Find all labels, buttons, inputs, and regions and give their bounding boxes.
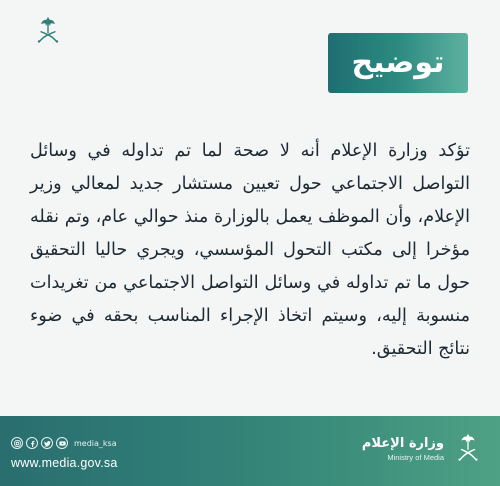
title-badge — [328, 33, 468, 93]
twitter-icon[interactable] — [41, 437, 53, 449]
social-handle[interactable]: media_ksa — [74, 438, 117, 448]
instagram-icon[interactable] — [11, 437, 23, 449]
saudi-emblem-icon — [33, 15, 63, 45]
ministry-name-ar: وزارة الإعلام — [361, 436, 444, 451]
facebook-icon[interactable] — [26, 437, 38, 449]
social-links — [11, 437, 117, 449]
statement-text: تؤكد وزارة الإعلام أنه لا صحة لما تم تداوله في وسائل التواصل الاجتماعي حول تعيين مستشار جديد لمعالي وزير الإعلام، وأن الموظف يعمل بالوزارة منذ حوالي عام، وتم نقله مؤخرا إلى مكتب التحول المؤسسي، ويجري حاليا التحقيق حول ما تم تداوله في وسائل التواصل الاجتماعي من تغريدات منسوبة إليه، وسيتم اتخاذ الإجراء المناسب بحقه في ضوء نتائج التحقيق. — [30, 141, 470, 359]
ministry-logo-text — [362, 436, 444, 464]
website-link[interactable]: www.media.gov.sa — [11, 456, 118, 470]
ministry-name-en: Ministry of Media — [387, 453, 444, 462]
page-title: توضيح — [351, 45, 445, 80]
youtube-icon[interactable] — [56, 437, 68, 449]
footer-emblem-icon — [454, 432, 482, 464]
